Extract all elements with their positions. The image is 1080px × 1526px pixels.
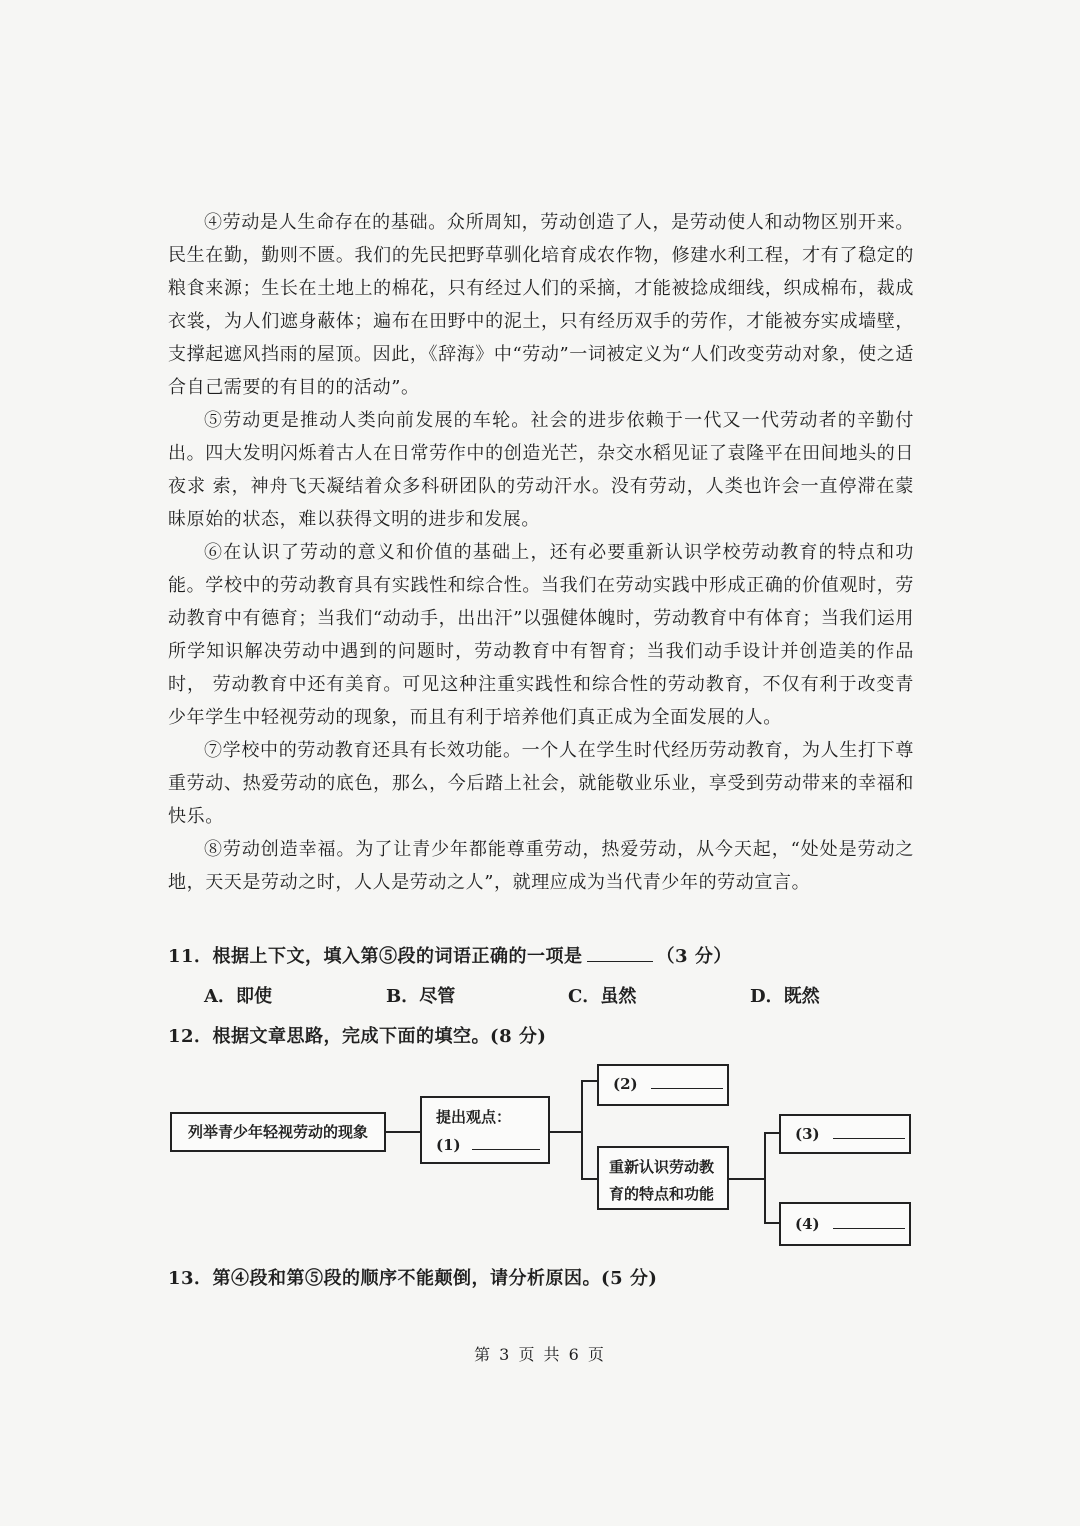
connector-line — [581, 1080, 598, 1082]
reconsider-box — [597, 1146, 729, 1210]
blank-2-box — [597, 1064, 729, 1106]
paragraph-6: ⑥在认识了劳动的意义和价值的基础上，还有必要重新认识学校劳动教育的特点和功能。学校中的劳动教育具有实践性和综合性。当我们在劳动实践中形成正确的价值观时，劳动教育中有德育；当我们“动动手，出出汗”以强健体魄时，劳动教育中有体育；当我们运用所学知识解决劳动中遇到的问题时，劳动教育中有智育；当我们动手设计并创造美的作品时， 劳动教育中还有美育。可见这种注重实践性和综合性的劳动教育，不仅有利于改变青少年学生中轻视劳动的现象，而且有利于培养他们真正成为全面发展的人。 — [168, 542, 914, 728]
blank-3-label: (3) — [795, 1125, 820, 1143]
answer-blank-1[interactable] — [472, 1135, 540, 1150]
option-c[interactable]: C．虽然 — [568, 986, 637, 1007]
blank-4-box — [779, 1202, 911, 1246]
option-a[interactable]: A．即使 — [204, 986, 272, 1007]
paragraph-4: ④劳动是人生命存在的基础。众所周知，劳动创造了人，是劳动使人和动物区别开来。民生在勤，勤则不匮。我们的先民把野草驯化培育成农作物，修建水利工程，才有了稳定的粮食来源；生长在土地上的棉花，只有经过人们的采摘，才能被捻成细线，织成棉布，裁成衣裳，为人们遮身蔽体；遍布在田野中的泥土，只有经历双手的劳作，才能被夯实成墙壁，支撑起遮风挡雨的屋顶。因此，《辞海》中“劳动”一词被定义为“人们改变劳动对象，使之适合自己需要的有目的的活动”。 — [168, 212, 914, 398]
answer-blank-2[interactable] — [651, 1074, 723, 1089]
start-box-label: 列举青少年轻视劳动的现象 — [187, 1123, 368, 1141]
blank-3-box — [779, 1114, 911, 1154]
connector-line — [550, 1131, 582, 1133]
blank-4-label: (4) — [795, 1215, 820, 1233]
question-13-stem: 13．第④段和第⑤段的顺序不能颠倒，请分析原因。(5 分) — [168, 1268, 658, 1289]
reconsider-label: 重新认识劳动教育的特点和功能 — [609, 1158, 715, 1203]
answer-blank[interactable] — [587, 945, 653, 962]
option-b[interactable]: B．尽管 — [386, 986, 456, 1007]
viewpoint-title: 提出观点： — [436, 1108, 512, 1126]
connector-line — [764, 1132, 780, 1134]
start-box — [170, 1112, 386, 1152]
question-11-score: （3 分） — [656, 946, 732, 967]
blank-2-label: (2) — [613, 1075, 638, 1093]
question-12-stem: 12．根据文章思路，完成下面的填空。(8 分) — [168, 1026, 547, 1047]
paragraph-7: ⑦学校中的劳动教育还具有长效功能。一个人在学生时代经历劳动教育，为人生打下尊重劳动、热爱劳动的底色，那么，今后踏上社会，就能敬业乐业，享受到劳动带来的幸福和快乐。 — [168, 740, 914, 827]
answer-blank-4[interactable] — [833, 1214, 905, 1229]
connector-line — [764, 1132, 766, 1224]
paragraph-8: ⑧劳动创造幸福。为了让青少年都能尊重劳动，热爱劳动，从今天起，“处处是劳动之地，天天是劳动之时，人人是劳动之人”，就理应成为当代青少年的劳动宣言。 — [168, 839, 914, 893]
connector-line — [729, 1178, 765, 1180]
blank-1-label: (1) — [436, 1136, 461, 1154]
page-number: 第 3 页 共 6 页 — [474, 1345, 606, 1364]
connector-line — [764, 1222, 780, 1224]
connector-line — [581, 1178, 598, 1180]
connector-line — [581, 1080, 583, 1180]
connector-line — [386, 1131, 420, 1133]
option-d[interactable]: D．既然 — [750, 986, 820, 1007]
reading-passage — [168, 206, 914, 899]
answer-blank-3[interactable] — [833, 1124, 905, 1139]
question-11-stem: 11．根据上下文，填入第⑤段的词语正确的一项是 — [168, 946, 583, 967]
paragraph-5: ⑤劳动更是推动人类向前发展的车轮。社会的进步依赖于一代又一代劳动者的辛勤付出。四大发明闪烁着古人在日常劳作中的创造光芒，杂交水稻见证了袁隆平在田间地头的日夜求 索，神舟飞天凝结着众多科研团队的劳动汗水。没有劳动，人类也许会一直停滞在蒙昧原始的状态，难以获得文明的进步和发展。 — [168, 410, 914, 530]
question-11 — [168, 942, 732, 968]
viewpoint-box — [420, 1096, 550, 1164]
